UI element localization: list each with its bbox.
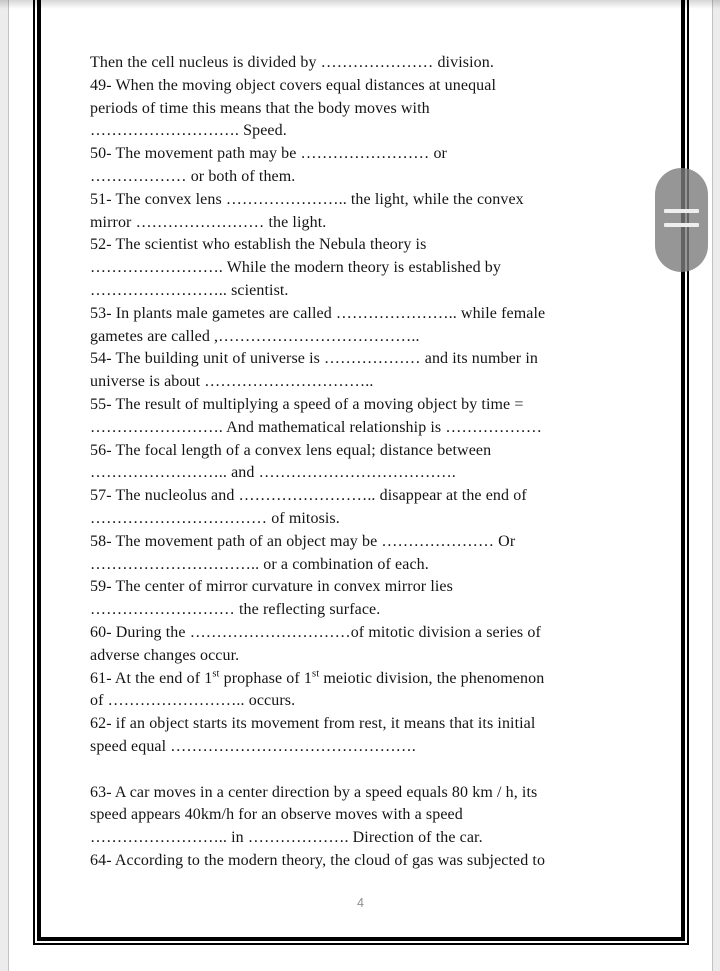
text-line: ……………………… the reflecting surface. xyxy=(90,601,381,619)
text-line: …………………….. and ………………………………. xyxy=(90,464,456,482)
text-line: 55- The result of multiplying a speed of a moving object by time = xyxy=(90,395,524,413)
text-line: mirror …………………… the light. xyxy=(90,213,327,231)
text-line: 50- The movement path may be …………………… or xyxy=(90,145,447,163)
text-line: 62- if an object starts its movement from rest, it means that its initial xyxy=(90,715,536,733)
text-line: adverse changes occur. xyxy=(90,646,240,664)
text-line xyxy=(90,759,662,782)
page-number: 4 xyxy=(357,896,364,910)
text-line: speed equal ………………………………………. xyxy=(90,737,416,755)
text-line: …………………….. in ………………. Direction of the car. xyxy=(90,829,483,847)
text-line: Then the cell nucleus is divided by ………………… division. xyxy=(90,54,494,71)
scroll-handle[interactable] xyxy=(655,168,708,272)
text-line: 61- At the end of 1st prophase of 1st meiotic division, the phenomenon xyxy=(90,668,545,687)
text-line: ……………………. And mathematical relationship is ……………… xyxy=(90,418,542,436)
text-line: gametes are called ,……………………………….. xyxy=(90,327,420,345)
text-line: 53- In plants male gametes are called ………………….. while female xyxy=(90,304,546,322)
text-line: ……………………. While the modern theory is established by xyxy=(90,259,501,277)
text-line: of …………………….. occurs. xyxy=(90,692,296,710)
document-text xyxy=(90,52,662,873)
text-line: 63- A car moves in a center direction by a speed equals 80 km / h, its xyxy=(90,783,538,801)
text-line: 54- The building unit of universe is ……………… and its number in xyxy=(90,350,538,368)
drag-handle-icon xyxy=(664,209,699,213)
document-page xyxy=(8,0,713,971)
document-lines xyxy=(90,52,662,873)
text-line: …………………………… of mitosis. xyxy=(90,509,340,527)
text-line: 49- When the moving object covers equal distances at unequal xyxy=(90,76,497,94)
text-line: speed appears 40km/h for an observe moves with a speed xyxy=(90,806,463,824)
text-line: 57- The nucleolus and …………………….. disappear at the end of xyxy=(90,487,527,505)
text-line: 59- The center of mirror curvature in convex mirror lies xyxy=(90,578,453,596)
text-line: 51- The convex lens ………………….. the light, while the convex xyxy=(90,190,524,208)
text-line: ………………………….. or a combination of each. xyxy=(90,555,429,573)
text-line: 58- The movement path of an object may be ………………… Or xyxy=(90,532,516,550)
text-line: ………………………. Speed. xyxy=(90,122,287,140)
text-line: periods of time this means that the body moves with xyxy=(90,99,430,117)
text-line: 64- According to the modern theory, the cloud of gas was subjected to xyxy=(90,851,546,869)
text-line: 60- During the …………………………of mitotic division a series of xyxy=(90,623,541,641)
text-line: universe is about ………………………….. xyxy=(90,373,374,391)
text-line: ……………… or both of them. xyxy=(90,167,296,185)
text-line: 56- The focal length of a convex lens equal; distance between xyxy=(90,441,492,459)
text-line: …………………….. scientist. xyxy=(90,281,289,299)
text-line: 52- The scientist who establish the Nebula theory is xyxy=(90,236,427,254)
drag-handle-icon xyxy=(664,223,699,227)
